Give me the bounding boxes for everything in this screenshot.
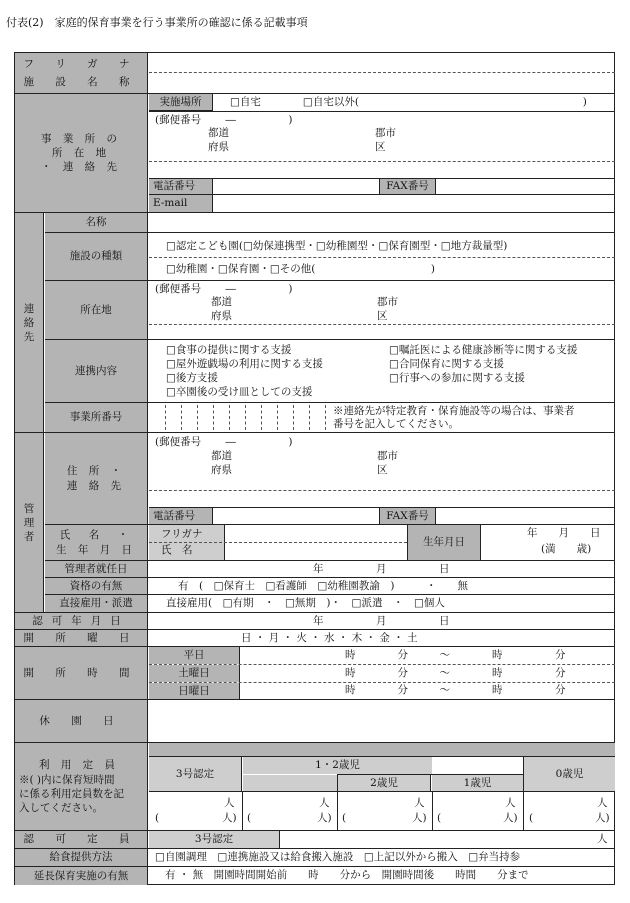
closed-days-label (15, 700, 148, 742)
admin-name-text: 氏 名 ・ (59, 529, 133, 542)
cap-2-paren: ( (342, 812, 347, 824)
cap-0sai-label: 0歳児 (524, 757, 615, 791)
open-days-label (15, 630, 148, 646)
capacity-header-bar (149, 743, 615, 756)
office-number-label: 事業所番号 (45, 403, 148, 432)
qualification-label: 資格の有無 (45, 578, 148, 594)
admin-birthdate-label: 生年月日 (407, 525, 481, 560)
coop-check-joint[interactable]: □合同保育に関する支援 (389, 358, 504, 370)
coop-type-label: 施設の種類 (45, 233, 148, 280)
office-location-text: 事 業 所 の 所 在 地 (40, 132, 121, 159)
sunday-hours[interactable]: 時 分 ～ 時 分 (345, 684, 566, 696)
facility-name-field[interactable] (149, 73, 615, 93)
tel-label: 電話番号 (149, 179, 213, 194)
cap-3gou-paren: ( (155, 812, 160, 824)
cap-12-value[interactable]: 人 (319, 797, 330, 809)
cap-0-paren: ( (529, 812, 534, 824)
coop-city-1: 郡市 (377, 296, 398, 308)
cap-3gou-label: 3号認定 (149, 757, 242, 791)
licensed-3gou-label: 3号認定 (149, 831, 280, 848)
approval-date-label (15, 613, 148, 629)
licensed-capacity-label (15, 831, 148, 848)
qualification-options[interactable]: 有 ( □保育士 □看護師 □幼稚園教諭 ) ・ 無 (178, 580, 468, 592)
facility-name-text: 施 設 名 称 (23, 76, 139, 88)
open-hours-text: 開 所 時 間 (23, 666, 139, 679)
open-hours-label (15, 647, 148, 699)
cap-2-short[interactable]: 人) (412, 812, 427, 824)
coop-name-label: 名称 (45, 213, 148, 232)
cap-1-short[interactable]: 人) (503, 812, 518, 824)
weekday-label: 平日 (149, 647, 240, 664)
admin-name-label (45, 525, 148, 560)
city-label-2: 区 (375, 141, 386, 153)
meal-method-label: 給食提供方法 (15, 849, 148, 866)
coop-type-options-1[interactable]: □認定こども園(□幼保連携型・□幼稚園型・□保育園型・□地方裁量型) (166, 240, 508, 252)
approval-date-text: 認可年月日 (32, 614, 130, 627)
city-label-1: 郡市 (375, 127, 396, 139)
meal-method-options[interactable]: □自園調理 □連携施設又は給食搬入施設 □上記以外から搬入 □弁当持参 (155, 851, 521, 863)
admin-city-2: 区 (377, 464, 388, 476)
coop-check-backup[interactable]: □後方支援 (166, 372, 218, 384)
coop-postal: (郵便番号 ― ) (155, 283, 293, 295)
coop-type-options-2[interactable]: □幼稚園・□保育園・□その他( ) (166, 263, 435, 275)
licensed-capacity-text: 認 可 定 員 (23, 833, 139, 846)
employment-label: 直接雇用・派遣 (45, 595, 148, 612)
furigana-field[interactable] (149, 53, 615, 72)
contact-text: ・ 連 絡 先 (40, 161, 121, 174)
cap-1-value[interactable]: 人 (505, 797, 516, 809)
place-label: 実施場所 (149, 94, 213, 111)
fax-label: FAX番号 (379, 179, 436, 194)
cap-3gou-short[interactable]: 人) (222, 812, 237, 824)
admin-side-label: 管 理 者 (15, 433, 44, 612)
admin-fax-label: FAX番号 (379, 508, 436, 524)
form-title: 付表(2) 家庭的保育事業を行う事業所の確認に係る記載事項 (6, 16, 308, 29)
admin-tel-label: 電話番号 (149, 508, 213, 524)
saturday-label: 土曜日 (149, 665, 240, 682)
admin-pref-2: 府県 (211, 464, 232, 476)
postal-code: (郵便番号 ― ) (155, 114, 293, 126)
coop-check-meal[interactable]: □食事の提供に関する支援 (166, 344, 292, 356)
cap-2sai-label: 2歳児 (337, 775, 431, 791)
furigana-label: フ リ ガ ナ (23, 57, 139, 70)
admin-age-value[interactable]: (満 歳) (541, 543, 592, 555)
coop-check-outdoor[interactable]: □屋外遊戯場の利用に関する支援 (166, 358, 323, 370)
admin-start-label: 管理者就任日 (45, 561, 148, 577)
approval-date-value[interactable]: 年 月 日 (313, 615, 450, 627)
admin-shimei-label: 氏 名 (161, 544, 193, 556)
pref-label-1: 都道 (208, 127, 229, 139)
cap-0-short[interactable]: 人) (595, 812, 610, 824)
admin-birth-text: 生 年 月 日 (55, 543, 136, 556)
form-table (14, 52, 615, 885)
cap-12-filler (243, 775, 337, 791)
cap-1sai-label: 1歳児 (432, 775, 523, 791)
employment-options[interactable]: 直接雇用( □有期 ・ □無期 )・ □派遣 ・ □個人 (166, 597, 445, 609)
coop-location-label: 所在地 (45, 281, 148, 339)
admin-address-text: 住 所 ・ (66, 465, 126, 478)
email-field[interactable] (214, 195, 615, 212)
saturday-hours[interactable]: 時 分 ～ 時 分 (345, 667, 566, 679)
cap-3gou-value[interactable]: 人 (224, 797, 235, 809)
capacity-note-2: に係る利用定員数を記 (19, 788, 124, 800)
pref-label-2: 府県 (208, 141, 229, 153)
cap-12-paren: ( (247, 812, 252, 824)
capacity-note-3: 入してください。 (19, 802, 103, 814)
cap-12-label: 1・2歳児 (243, 757, 432, 774)
extended-care-label: 延長保育実施の有無 (15, 867, 148, 885)
coop-content-label: 連携内容 (45, 340, 148, 402)
capacity-note-1: ※( )内に保育短時間 (19, 774, 115, 786)
closed-days-text: 休 園 日 (39, 714, 123, 727)
coop-city-2: 区 (377, 310, 388, 322)
office-location-label (15, 94, 148, 212)
tel-field[interactable] (214, 179, 379, 194)
office-number-boxes[interactable] (149, 403, 329, 432)
admin-contact-text: 連 絡 先 (66, 479, 126, 492)
capacity-title: 利 用 定 員 (39, 759, 120, 771)
sunday-label: 日曜日 (149, 683, 240, 699)
coop-pref-2: 府県 (211, 310, 232, 322)
contact-side-label: 連 絡 先 (15, 213, 44, 432)
capacity-label (15, 743, 148, 830)
coop-check-event[interactable]: □行事への参加に関する支援 (389, 372, 525, 384)
cap-1-paren: ( (437, 812, 442, 824)
licensed-capacity-value[interactable]: 人 (597, 833, 608, 845)
coop-pref-1: 都道 (211, 296, 232, 308)
extended-care-options[interactable]: 有 ・ 無 開園時間開始前 時 分から 開園時間後 時間 分まで (165, 869, 529, 881)
office-number-note-1: ※連絡先が特定教育・保育施設等の場合は、事業者 (333, 405, 575, 417)
coop-check-doctor[interactable]: □嘱託医による健康診断等に関する支援 (389, 344, 578, 356)
admin-address-label (45, 433, 148, 524)
cap-2-value[interactable]: 人 (414, 797, 425, 809)
admin-birthdate-value[interactable]: 年 月 日 (527, 527, 601, 539)
open-days-text: 開 所 曜 日 (23, 631, 139, 644)
admin-pref-1: 都道 (211, 450, 232, 462)
open-days-options[interactable]: 日 ・ 月 ・ 火 ・ 水 ・ 木 ・ 金 ・ 土 (241, 632, 418, 644)
weekday-hours[interactable]: 時 分 ～ 時 分 (345, 649, 566, 661)
admin-city-1: 郡市 (377, 450, 398, 462)
admin-postal: (郵便番号 ― ) (155, 436, 293, 448)
email-label: E-mail (149, 195, 213, 212)
office-number-note-2: 番号を記入してください。 (333, 418, 459, 430)
coop-check-after[interactable]: □卒園後の受け皿としての支援 (166, 386, 313, 398)
coop-name-field[interactable] (149, 213, 615, 232)
facility-name-label (15, 53, 148, 93)
cap-0-value[interactable]: 人 (597, 797, 608, 809)
admin-start-value[interactable]: 年 月 日 (313, 563, 450, 575)
admin-furigana-label: フリガナ (161, 528, 203, 540)
closed-days-field[interactable] (149, 700, 615, 742)
fax-field[interactable] (437, 179, 615, 194)
cap-12-short[interactable]: 人) (317, 812, 332, 824)
place-options[interactable]: □自宅 □自宅以外( ) (230, 96, 587, 108)
